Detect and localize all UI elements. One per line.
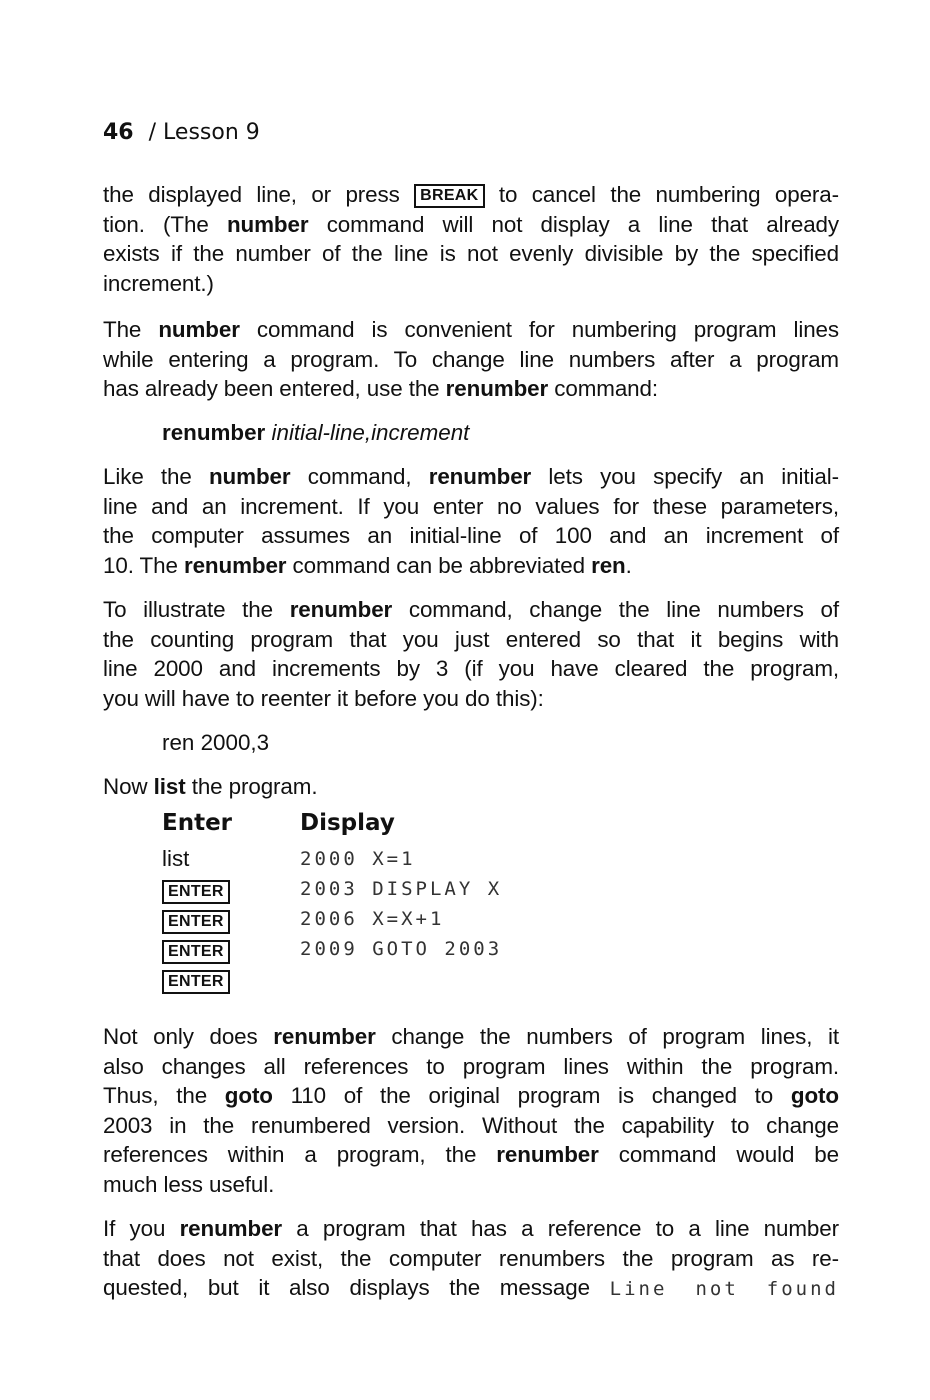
text: while entering a program. To change line numbers after a program xyxy=(103,346,839,372)
keyword: renumber xyxy=(496,1142,599,1167)
text: line 2000 and increments by 3 (if you have cleared the program, xyxy=(103,656,839,681)
keyword: goto xyxy=(790,1083,839,1108)
example-command: ren 2000,3 xyxy=(162,730,270,755)
text: 110 of the original program is changed to xyxy=(272,1083,791,1108)
text: quested, but it also displays the message xyxy=(103,1275,610,1300)
paragraph-1 xyxy=(103,180,839,298)
text: command, xyxy=(290,464,429,489)
text: command would be xyxy=(598,1142,839,1167)
lcd-message: Line not found xyxy=(609,1278,840,1300)
break-key-icon: BREAK xyxy=(414,184,484,208)
paragraph-6 xyxy=(103,1022,839,1199)
text: The xyxy=(103,317,159,342)
syntax-params: initial-line,increment xyxy=(271,420,470,445)
text: command: xyxy=(548,376,659,401)
text: If you xyxy=(103,1216,180,1241)
page-number: 46 xyxy=(103,120,134,145)
text: 2003 in the renumbered version. Without the capability to change xyxy=(103,1112,839,1138)
text: much less useful. xyxy=(103,1171,275,1197)
table-row-display: 2009 GOTO 2003 xyxy=(300,938,503,960)
text: the counting program that you just entered so that it begins with xyxy=(103,626,839,652)
keyword: renumber xyxy=(273,1024,376,1049)
keyword: renumber xyxy=(445,376,549,401)
keyword: number xyxy=(226,211,309,237)
text: command, change the line numbers of xyxy=(392,597,839,622)
paragraph-2 xyxy=(103,315,839,404)
page-header xyxy=(103,120,260,145)
paragraph-5 xyxy=(103,772,839,802)
text: exists if the number of the line is not evenly divisible by the specified xyxy=(103,241,839,266)
table-row-display: 2003 DISPLAY X xyxy=(300,878,503,900)
text: Thus, the xyxy=(103,1083,225,1108)
text: tion. (The xyxy=(103,211,227,237)
syntax-command: renumber xyxy=(162,420,266,445)
text: lets you specify an initial- xyxy=(531,464,839,489)
keyword: list xyxy=(153,774,186,799)
text: the computer assumes an initial-line of 100 and an increment of xyxy=(103,523,839,548)
enter-key-icon: ENTER xyxy=(162,910,230,934)
text: references within a program, the xyxy=(103,1142,497,1167)
text: increment.) xyxy=(103,270,214,296)
table-row-enter: list xyxy=(162,846,190,871)
text: the displayed line, or press xyxy=(103,182,415,207)
keyword: number xyxy=(158,317,240,342)
paragraph-4 xyxy=(103,595,839,713)
enter-key-icon: ENTER xyxy=(162,940,230,964)
text: line and an increment. If you enter no values for these parameters, xyxy=(103,493,839,519)
text: the program. xyxy=(185,774,318,799)
table-row-display: 2000 X=1 xyxy=(300,848,416,870)
text: command is convenient for numbering program lines xyxy=(239,317,839,342)
section-title: Lesson 9 xyxy=(163,120,260,145)
keyword: ren xyxy=(591,552,626,578)
header-separator: / xyxy=(148,120,157,145)
keyword: number xyxy=(208,464,291,489)
text: . xyxy=(625,552,632,578)
paragraph-7 xyxy=(103,1214,839,1303)
text: command can be abbreviated xyxy=(286,552,592,578)
text: that does not exist, the computer renumbers the program as re- xyxy=(103,1245,839,1271)
syntax-line xyxy=(162,420,469,446)
text: Not only does xyxy=(103,1024,274,1049)
text: command will not display a line that already xyxy=(308,211,840,237)
text: change the numbers of program lines, it xyxy=(375,1024,840,1049)
text: also changes all references to program lines within the program. xyxy=(103,1053,839,1079)
column-header-enter: Enter xyxy=(162,810,233,836)
keyword: renumber xyxy=(289,597,393,622)
column-header-display: Display xyxy=(300,810,395,836)
enter-key-icon: ENTER xyxy=(162,880,230,904)
text: To illustrate the xyxy=(103,597,290,622)
text: to cancel the numbering opera- xyxy=(484,182,839,207)
text: Like the xyxy=(103,464,209,489)
keyword: goto xyxy=(224,1083,273,1108)
paragraph-3 xyxy=(103,462,839,580)
enter-key-icon: ENTER xyxy=(162,970,230,994)
text: a program that has a reference to a line number xyxy=(282,1216,839,1241)
table-row-display: 2006 X=X+1 xyxy=(300,908,445,930)
text: 10. The xyxy=(103,552,184,578)
keyword: renumber xyxy=(428,464,532,489)
text: has already been entered, use the xyxy=(103,376,446,401)
text: you will have to reenter it before you do this): xyxy=(103,685,544,711)
keyword: renumber xyxy=(179,1216,283,1241)
keyword: renumber xyxy=(183,552,287,578)
text: Now xyxy=(103,774,154,799)
